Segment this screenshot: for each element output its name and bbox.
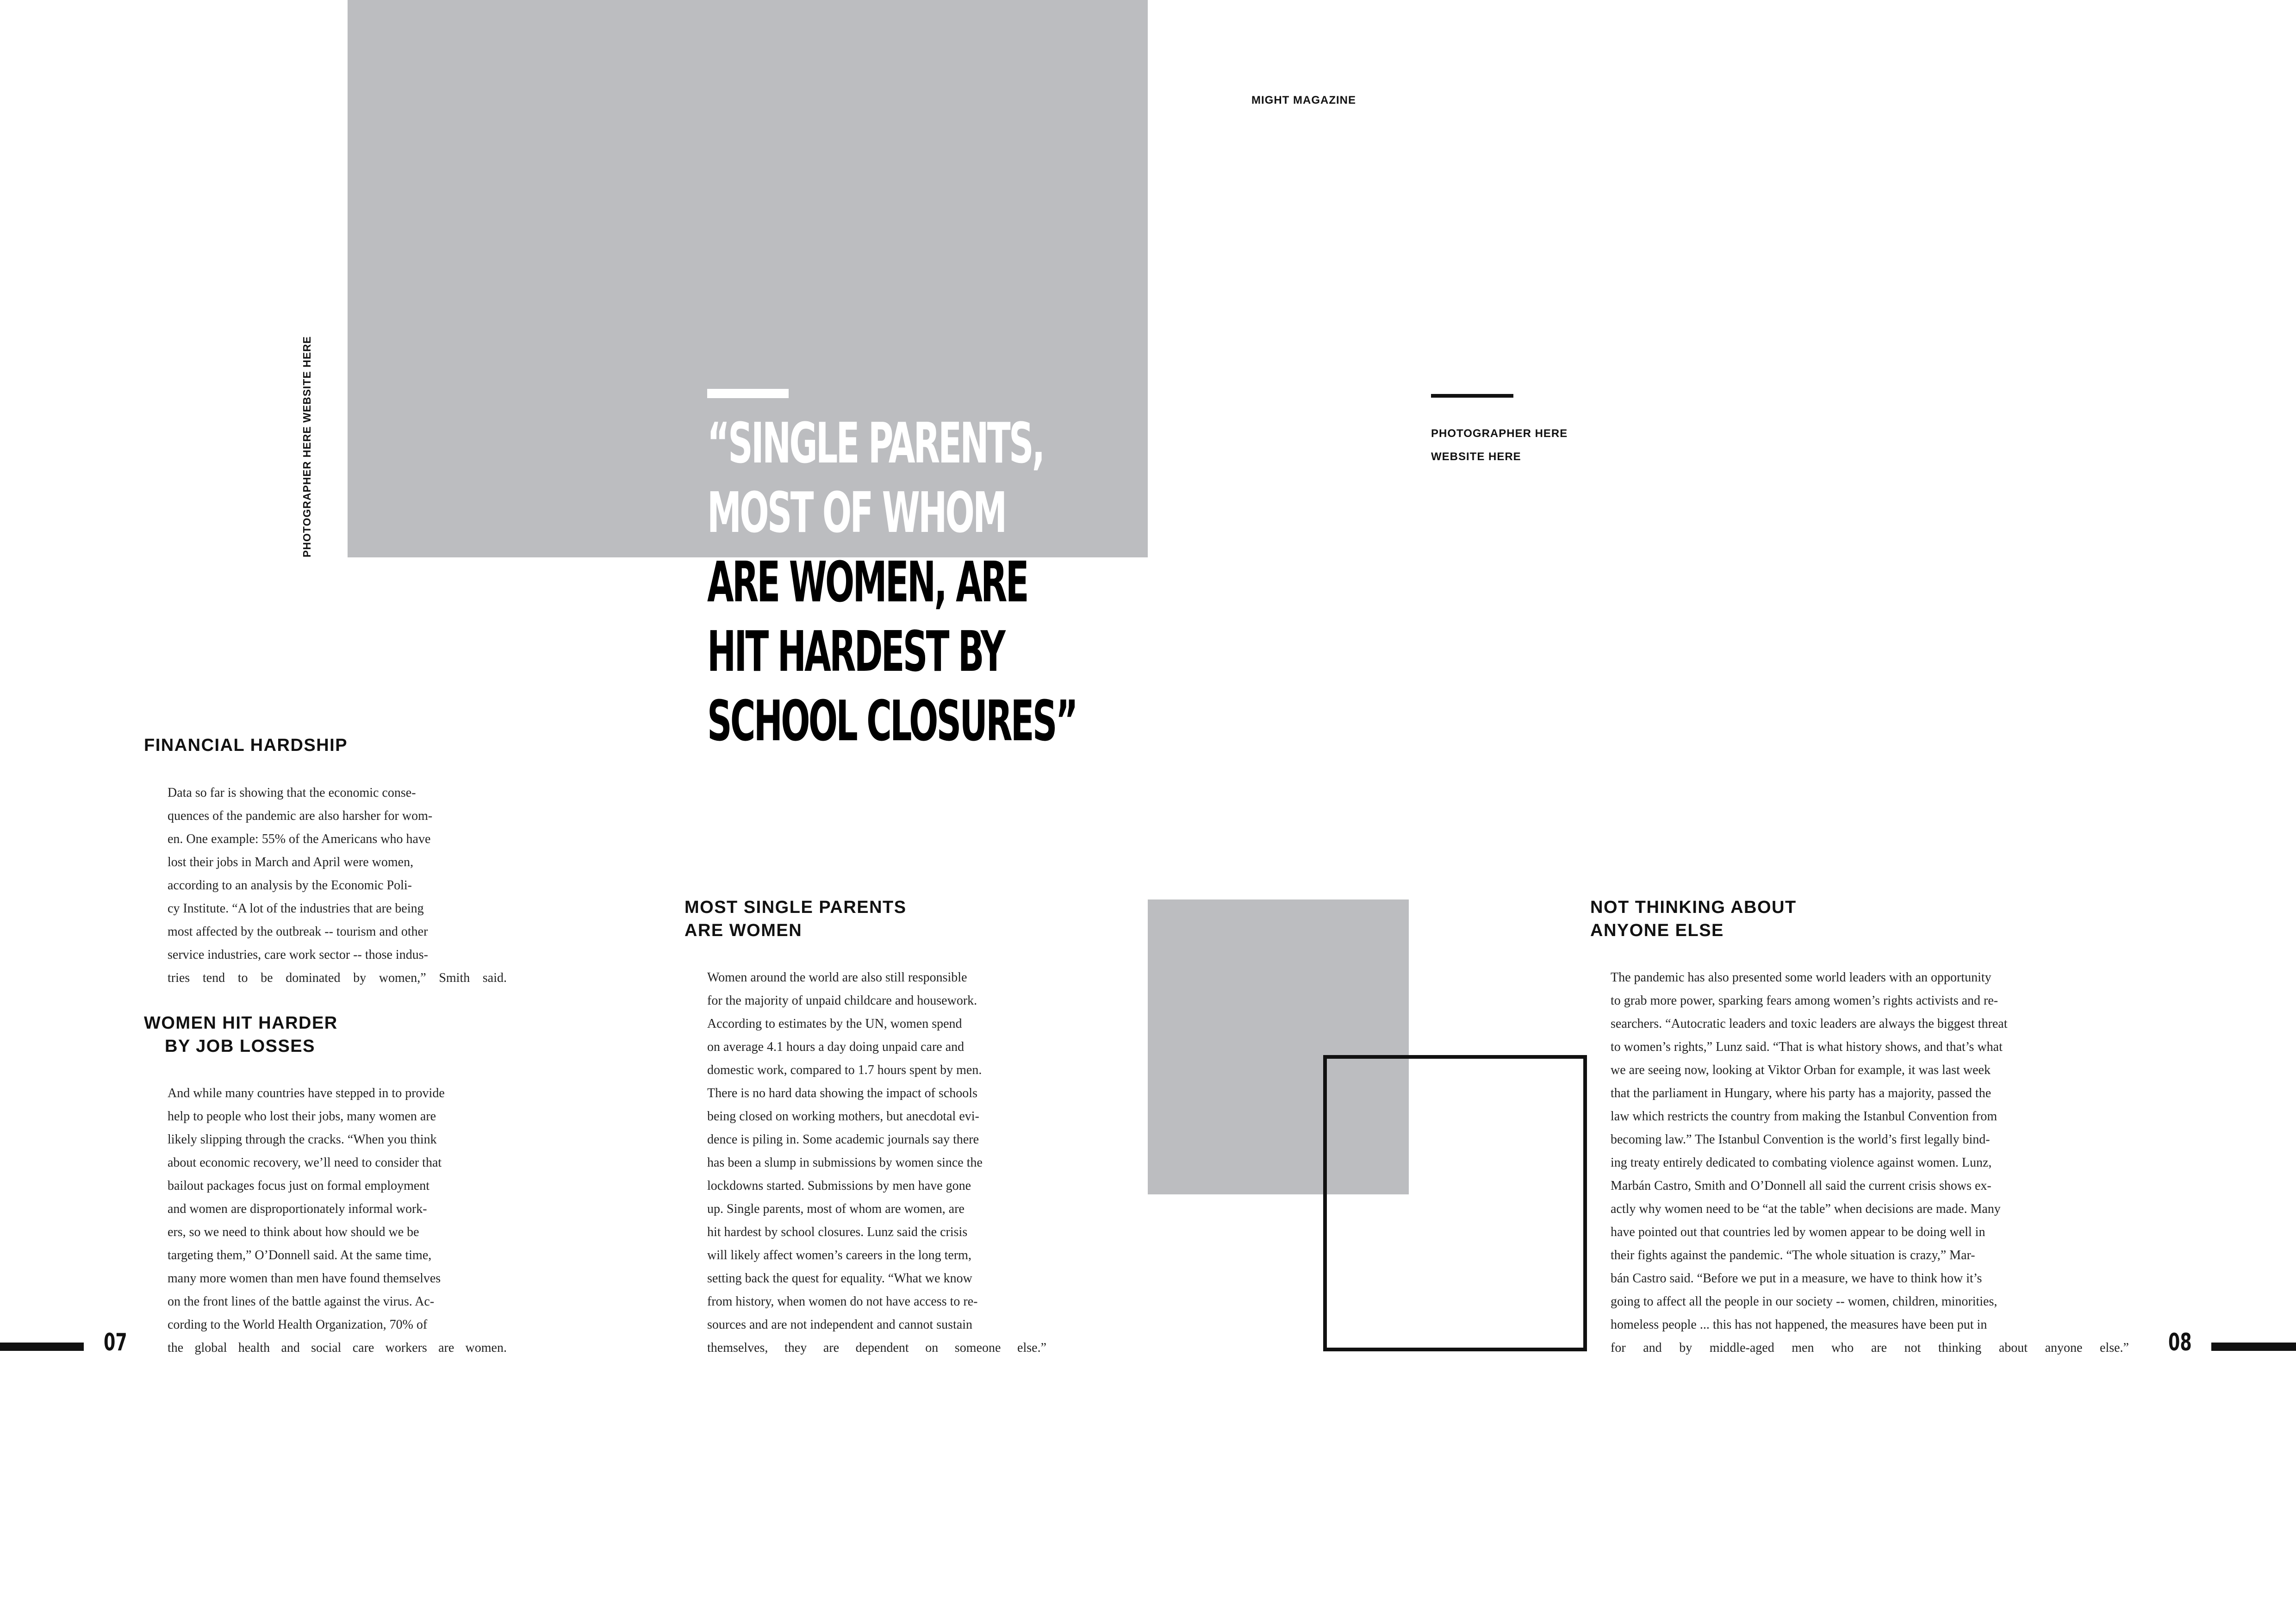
body-line: and women are disproportionately informal work- xyxy=(168,1202,427,1216)
body-line: will likely affect women’s careers in the long term, xyxy=(707,1248,971,1262)
body-line: tries tend to be dominated by women,” Smith said. xyxy=(168,971,507,985)
section-heading-not-thinking xyxy=(1590,896,1797,942)
pull-quote xyxy=(707,409,1076,756)
body-line: quences of the pandemic are also harsher for wom- xyxy=(168,809,433,823)
body-line: service industries, care work sector -- those indus- xyxy=(168,948,428,962)
body-line: the global health and social care workers are women. xyxy=(168,1341,507,1355)
body-line: on the front lines of the battle against the virus. Ac- xyxy=(168,1294,435,1309)
body-line: likely slipping through the cracks. “When you think xyxy=(168,1132,437,1147)
pull-quote-line: MOST OF WHOM xyxy=(707,481,1006,545)
heading-line: ARE WOMEN xyxy=(684,921,803,940)
body-line: lost their jobs in March and April were women, xyxy=(168,855,414,869)
photographer-credit: PHOTOGRAPHER HERE xyxy=(1431,427,1568,440)
body-line: most affected by the outbreak -- tourism and other xyxy=(168,924,428,939)
photo-credit-right xyxy=(1431,422,1568,468)
website-credit: WEBSITE HERE xyxy=(1431,450,1521,463)
body-line: for and by middle-aged men who are not thinking about anyone else.” xyxy=(1611,1341,2129,1355)
body-line: themselves, they are dependent on someone else.” xyxy=(707,1341,1046,1355)
body-line: There is no hard data showing the impact of schools xyxy=(707,1086,977,1100)
pull-quote-line: ARE WOMEN, ARE xyxy=(707,550,1027,615)
body-line: being closed on working mothers, but anecdotal evi- xyxy=(707,1109,979,1124)
body-line: bailout packages focus just on formal employment xyxy=(168,1179,430,1193)
body-text-financial-hardship xyxy=(168,781,507,990)
body-line: we are seeing now, looking at Viktor Orban for example, it was last week xyxy=(1611,1063,1991,1077)
body-line: help to people who lost their jobs, many women are xyxy=(168,1109,436,1124)
pull-quote-line: “SINGLE PARENTS, xyxy=(707,412,1044,476)
outline-frame xyxy=(1323,1055,1587,1351)
body-line: cording to the World Health Organization, 70% of xyxy=(168,1318,428,1332)
body-line: actly why women need to be “at the table” when decisions are made. Many xyxy=(1611,1202,2001,1216)
body-line: Data so far is showing that the economic conse- xyxy=(168,786,416,800)
footer-bar-right xyxy=(2211,1343,2296,1351)
heading-line: NOT THINKING ABOUT xyxy=(1590,898,1797,917)
pull-quote-line: HIT HARDEST BY xyxy=(707,620,1004,684)
section-heading-job-losses xyxy=(144,1012,338,1058)
body-line: targeting them,” O’Donnell said. At the same time, xyxy=(168,1248,432,1262)
body-line: to women’s rights,” Lunz said. “That is what history shows, and that’s what xyxy=(1611,1040,2003,1054)
body-line: Marbán Castro, Smith and O’Donnell all said the current crisis shows ex- xyxy=(1611,1179,1991,1193)
quote-accent-bar xyxy=(707,389,789,398)
heading-line: ANYONE ELSE xyxy=(1590,921,1724,940)
body-line: law which restricts the country from making the Istanbul Convention from xyxy=(1611,1109,1997,1124)
body-line: bán Castro said. “Before we put in a measure, we have to think how it’s xyxy=(1611,1271,1982,1286)
magazine-name: MIGHT MAGAZINE xyxy=(1251,94,1356,106)
body-line: According to estimates by the UN, women spend xyxy=(707,1017,962,1031)
heading-line: BY JOB LOSSES xyxy=(165,1037,316,1056)
body-line: dence is piling in. Some academic journals say there xyxy=(707,1132,979,1147)
body-line: that the parliament in Hungary, where his party has a majority, passed the xyxy=(1611,1086,1991,1100)
heading-line: MOST SINGLE PARENTS xyxy=(684,898,907,917)
body-text-not-thinking xyxy=(1611,966,2129,1360)
body-line: has been a slump in submissions by women since the xyxy=(707,1156,983,1170)
body-line: searchers. “Autocratic leaders and toxic leaders are always the biggest threat xyxy=(1611,1017,2008,1031)
body-line: going to affect all the people in our society -- women, children, minorities, xyxy=(1611,1294,1997,1309)
body-line: lockdowns started. Submissions by men have gone xyxy=(707,1179,971,1193)
body-line: their fights against the pandemic. “The whole situation is crazy,” Mar- xyxy=(1611,1248,1975,1262)
body-line: ers, so we need to think about how should we be xyxy=(168,1225,419,1239)
body-line: And while many countries have stepped in to provide xyxy=(168,1086,445,1100)
body-line: setting back the quest for equality. “What we know xyxy=(707,1271,972,1286)
body-line: sources and are not independent and cannot sustain xyxy=(707,1318,973,1332)
body-line: for the majority of unpaid childcare and housework. xyxy=(707,993,977,1008)
body-line: homeless people ... this has not happened, the measures have been put in xyxy=(1611,1318,1987,1332)
body-line: about economic recovery, we’ll need to consider that xyxy=(168,1156,442,1170)
body-line: from history, when women do not have access to re- xyxy=(707,1294,978,1309)
body-line: Women around the world are also still responsible xyxy=(707,970,967,985)
body-line: en. One example: 55% of the Americans who have xyxy=(168,832,431,846)
section-heading-financial-hardship: FINANCIAL HARDSHIP xyxy=(144,736,348,755)
body-line: cy Institute. “A lot of the industries that are being xyxy=(168,901,424,916)
page-number-right: 08 xyxy=(2168,1329,2192,1356)
body-line: becoming law.” The Istanbul Convention is the world’s first legally bind- xyxy=(1611,1132,1990,1147)
body-line: many more women than men have found themselves xyxy=(168,1271,441,1286)
credit-divider xyxy=(1431,394,1513,398)
section-heading-single-parents xyxy=(684,896,907,942)
body-text-single-parents xyxy=(707,966,1046,1360)
body-line: domestic work, compared to 1.7 hours spent by men. xyxy=(707,1063,982,1077)
body-line: hit hardest by school closures. Lunz said the crisis xyxy=(707,1225,968,1239)
body-line: The pandemic has also presented some world leaders with an opportunity xyxy=(1611,970,1991,985)
footer-bar-left xyxy=(0,1343,84,1351)
body-line: on average 4.1 hours a day doing unpaid care and xyxy=(707,1040,964,1054)
photo-credit-vertical: PHOTOGRAPHER HERE WEBSITE HERE xyxy=(301,336,313,557)
page-number-left: 07 xyxy=(104,1329,127,1356)
body-line: according to an analysis by the Economic Poli- xyxy=(168,878,412,893)
body-line: to grab more power, sparking fears among women’s rights activists and re- xyxy=(1611,993,1998,1008)
heading-line: WOMEN HIT HARDER xyxy=(144,1013,338,1033)
body-text-job-losses xyxy=(168,1082,507,1360)
pull-quote-line: SCHOOL CLOSURES” xyxy=(707,689,1076,754)
body-line: have pointed out that countries led by women appear to be doing well in xyxy=(1611,1225,1985,1239)
body-line: ing treaty entirely dedicated to combating violence against women. Lunz, xyxy=(1611,1156,1992,1170)
body-line: up. Single parents, most of whom are women, are xyxy=(707,1202,964,1216)
